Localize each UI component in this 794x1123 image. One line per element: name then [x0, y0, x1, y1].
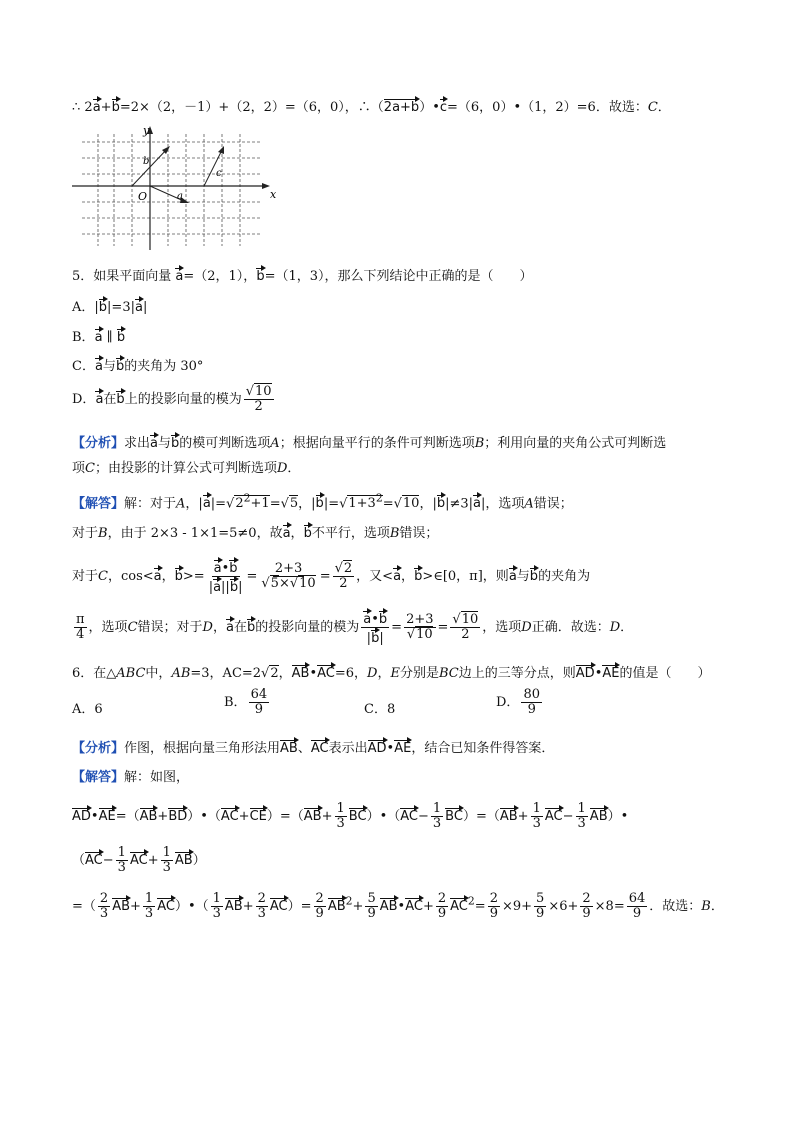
q6-stem: 6．在△ABC中，AB=3，AC=2√2，AB•AC=6，D，E分别是BC边上的三等分点，则AD•AE的值是（ ） — [72, 663, 710, 683]
q5-analysis-tag: 【分析】 — [72, 436, 125, 451]
q6-analysis: 【分析】作图，根据向量三角形法用AB、AC表示出AD•AE，结合已知条件得答案． — [72, 738, 554, 758]
q5-sol-b: 对于B，由于 2×3 - 1×1=5≠0，故a，b不平行，选项B错误； — [72, 523, 438, 543]
vector-grid-figure — [70, 124, 282, 252]
sec4-answer: C — [647, 100, 658, 115]
q6-option-b: B． $\frac{64}{9}$ — [224, 687, 268, 717]
q6-solution-tag: 【解答】 — [72, 770, 125, 785]
q6-analysis-tag: 【分析】 — [72, 741, 125, 756]
vector-b-label: b — [143, 156, 150, 167]
q5-sol-a: 【解答】解：对于A，$|a|=√2^2+1=√5$，$|b|=√1+3^2=√10$，|b|≠3|a|，选项A错误； — [72, 492, 573, 512]
vector-c-label: c — [216, 168, 222, 179]
grid-lines — [82, 134, 260, 246]
q5-answer: D — [609, 620, 621, 635]
q5-option-c: C．a与b的夹角为 30° — [72, 356, 203, 376]
origin-label: O — [138, 190, 148, 203]
q6-answer: B — [701, 899, 711, 914]
vector-a-label: a — [177, 191, 183, 202]
q5-option-b: B．a ∥ b — [72, 327, 125, 347]
q6-option-d: D． $\frac{80}{9}$ — [496, 687, 540, 717]
q6-sol-l3: （AC− $\frac{1}{3}$ AC+ $\frac{1}{3}$ AB） — [72, 845, 206, 875]
q5-sol-c2: $\frac{\pi}{4}$ ，选项C错误；对于D，a在b的投影向量的模为 $\frac{a•b}{|b|}$ = $\frac{2+3}{√10}$ = $\frac{√10}{2}$ ，选项D正确．故选：D． — [72, 609, 633, 646]
q6-option-c: C．8 — [364, 702, 396, 717]
q6-sol-intro: 解：如图， — [124, 770, 190, 785]
q6-sol-l1 — [72, 769, 189, 787]
q5-analysis-l2: 项C；由投影的计算公式可判断选项D． — [72, 461, 301, 476]
q5-stem: 5．如果平面向量 a=（2，1），b=（1，3），那么下列结论中正确的是（ ） — [72, 266, 533, 286]
q6-option-a: A．6 — [72, 702, 103, 717]
y-axis-label: y — [143, 124, 150, 137]
q5-sol-c: 对于C，cos<a，b>= $\frac{a•b}{|a||b|}$ = $\frac{2+3}{√5\times√10}$ = $\frac{√2}{2}$ ，又<a，b>∈[0，π]，则a与b的夹角为 — [72, 558, 590, 595]
q5-option-d: D．a在b上的投影向量的模为 $\frac{√10}{2}$ — [72, 384, 272, 414]
sec4-conclusion: ∴ 2a+b=2×（2，－1）+（2，2）=（6，0），∴（2a+b）•c=（6，0）•（1，2）=6．故选：C． — [72, 97, 671, 117]
q6-sol-l4: =（ $\frac{2}{3}$ AB+ $\frac{1}{3}$ AC）•（ $\frac{1}{3}$ AB+ $\frac{2}{3}$ AC）= $\frac{2}{9}$ $AB^2+$ $\frac{5}{9}$ AB•AC+ $\frac{2}{9}$ $AC^2=$ $\frac{2}{9}$ ×9+ $\frac{5}{9}$ ×6+ $\frac{2}{9}$ ×8= $\frac{64}{9}$ ．故选：B． — [72, 891, 724, 921]
x-axis-label: x — [270, 188, 277, 201]
q5-option-a: A．|b|=3|a| — [72, 297, 147, 317]
q5-solution-tag: 【解答】 — [72, 496, 125, 512]
q5-analysis-l1: 【分析】求出a与b的模可判断选项A；根据向量平行的条件可判断选项B；利用向量的夹角公式可判断选 — [72, 433, 666, 453]
q6-sol-l2: AD•AE=（AB+BD）•（AC+CE）=（AB+ $\frac{1}{3}$ BC）•（AC− $\frac{1}{3}$ BC）=（AB+ $\frac{1}{3}$ AC− $\frac{1}{3}$ AB）• — [72, 801, 629, 831]
